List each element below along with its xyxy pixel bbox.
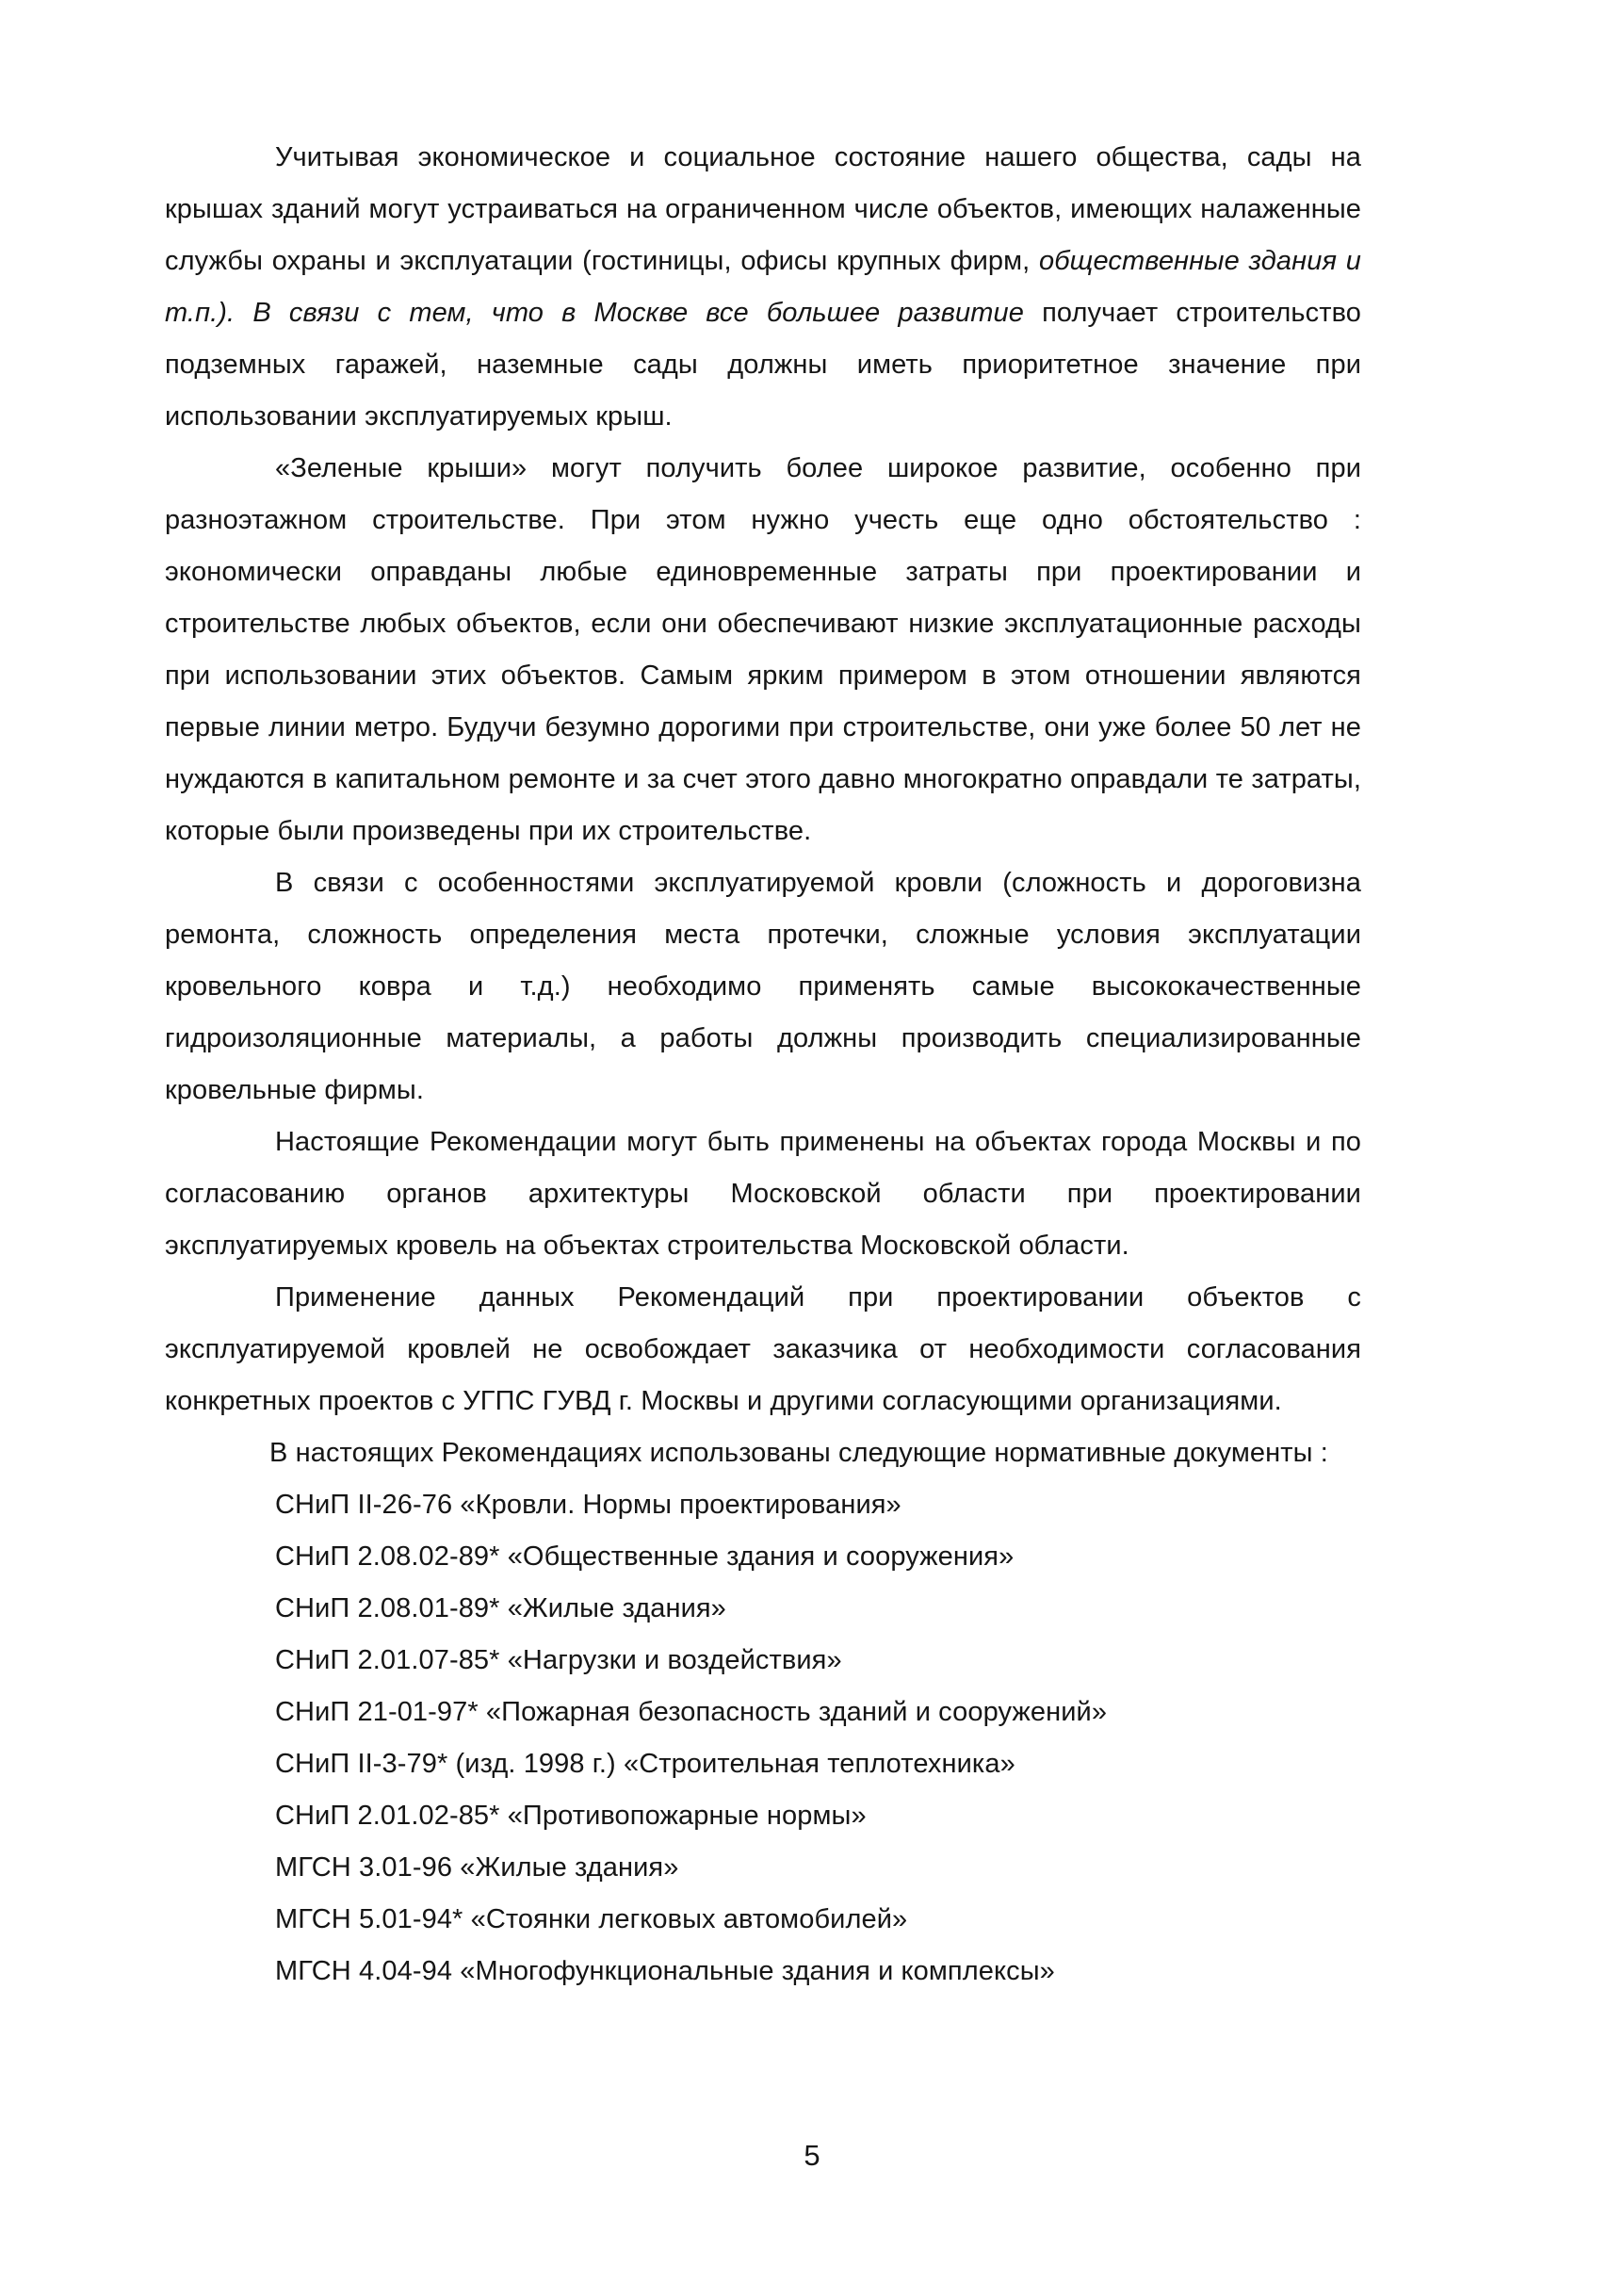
list-item: МГСН 4.04-94 «Многофункциональные здания и комплексы» [275, 1956, 1055, 1986]
list-item: СНиП II-3-79* (изд. 1998 г.) «Строительная теплотехника» [275, 1749, 1015, 1779]
paragraph-green-roofs: «Зеленые крыши» могут получить более широкое развитие, особенно при разноэтажном строительстве. При этом нужно учесть еще одно обстоятельство : экономически оправданы любые единовременные затраты при проектировании и строительстве любых объектов, если они обеспечивают низкие эксплуатационные расходы при использовании этих объектов. Самым ярким примером в этом отношении являются первые линии метро. Будучи безумно дорогими при строительстве, они уже более 50 лет не нуждаются в капитальном ремонте и за счет этого давно многократно оправдали те затраты, которые были произведены при их строительстве. [165, 453, 1361, 846]
list-item: СНиП 21-01-97* «Пожарная безопасность зданий и сооружений» [275, 1697, 1108, 1727]
page-body [165, 132, 1361, 1998]
page-number: 5 [804, 2139, 820, 2172]
list-item: МГСН 3.01-96 «Жилые здания» [275, 1852, 679, 1883]
list-item: СНиП 2.01.02-85* «Противопожарные нормы» [275, 1801, 867, 1831]
paragraph-normative-intro: В настоящих Рекомендациях использованы следующие нормативные документы : [269, 1438, 1328, 1468]
list-item: СНиП 2.08.01-89* «Жилые здания» [275, 1593, 726, 1623]
paragraph-roof-gardens-text: Учитывая экономическое и социальное состояние нашего общества, сады на крышах зданий могут устраиваться на ограниченном числе объектов, имеющих налаженные службы охраны и эксплуатации (гостиницы, офисы крупных фирм, [165, 142, 1361, 276]
normative-documents-list [165, 1479, 1361, 1998]
paragraph-approval: Применение данных Рекомендаций при проектировании объектов с эксплуатируемой кровлей не освобождает заказчика от необходимости согласования конкретных проектов с УГПС ГУВД г. Москвы и другими согласующими организациями. [165, 1282, 1361, 1416]
paragraph-roof-gardens-tail: получает строительство подземных гаражей, наземные сады должны иметь приоритетное значение при использовании эксплуатируемых крыш. [165, 298, 1361, 432]
list-item: МГСН 5.01-94* «Стоянки легковых автомобилей» [275, 1904, 908, 1934]
paragraph-applicability: Настоящие Рекомендации могут быть применены на объектах города Москвы и по согласованию органов архитектуры Московской области при проектировании эксплуатируемых кровель на объектах строительства Московской области. [165, 1127, 1361, 1261]
paragraph-roof-gardens [165, 132, 1361, 443]
paragraph-roof-gardens-italic: общественные здания и т.п.). В связи с тем, что в Москве все большее развитие [165, 246, 1361, 328]
paragraph-roof-specifics: В связи с особенностями эксплуатируемой кровли (сложность и дороговизна ремонта, сложность определения места протечки, сложные условия эксплуатации кровельного ковра и т.д.) необходимо применять самые высококачественные гидроизоляционные материалы, а работы должны производить специализированные кровельные фирмы. [165, 868, 1361, 1105]
list-item: СНиП II-26-76 «Кровли. Нормы проектирования» [275, 1490, 901, 1520]
list-item: СНиП 2.01.07-85* «Нагрузки и воздействия» [275, 1645, 842, 1675]
list-item: СНиП 2.08.02-89* «Общественные здания и сооружения» [275, 1541, 1015, 1572]
